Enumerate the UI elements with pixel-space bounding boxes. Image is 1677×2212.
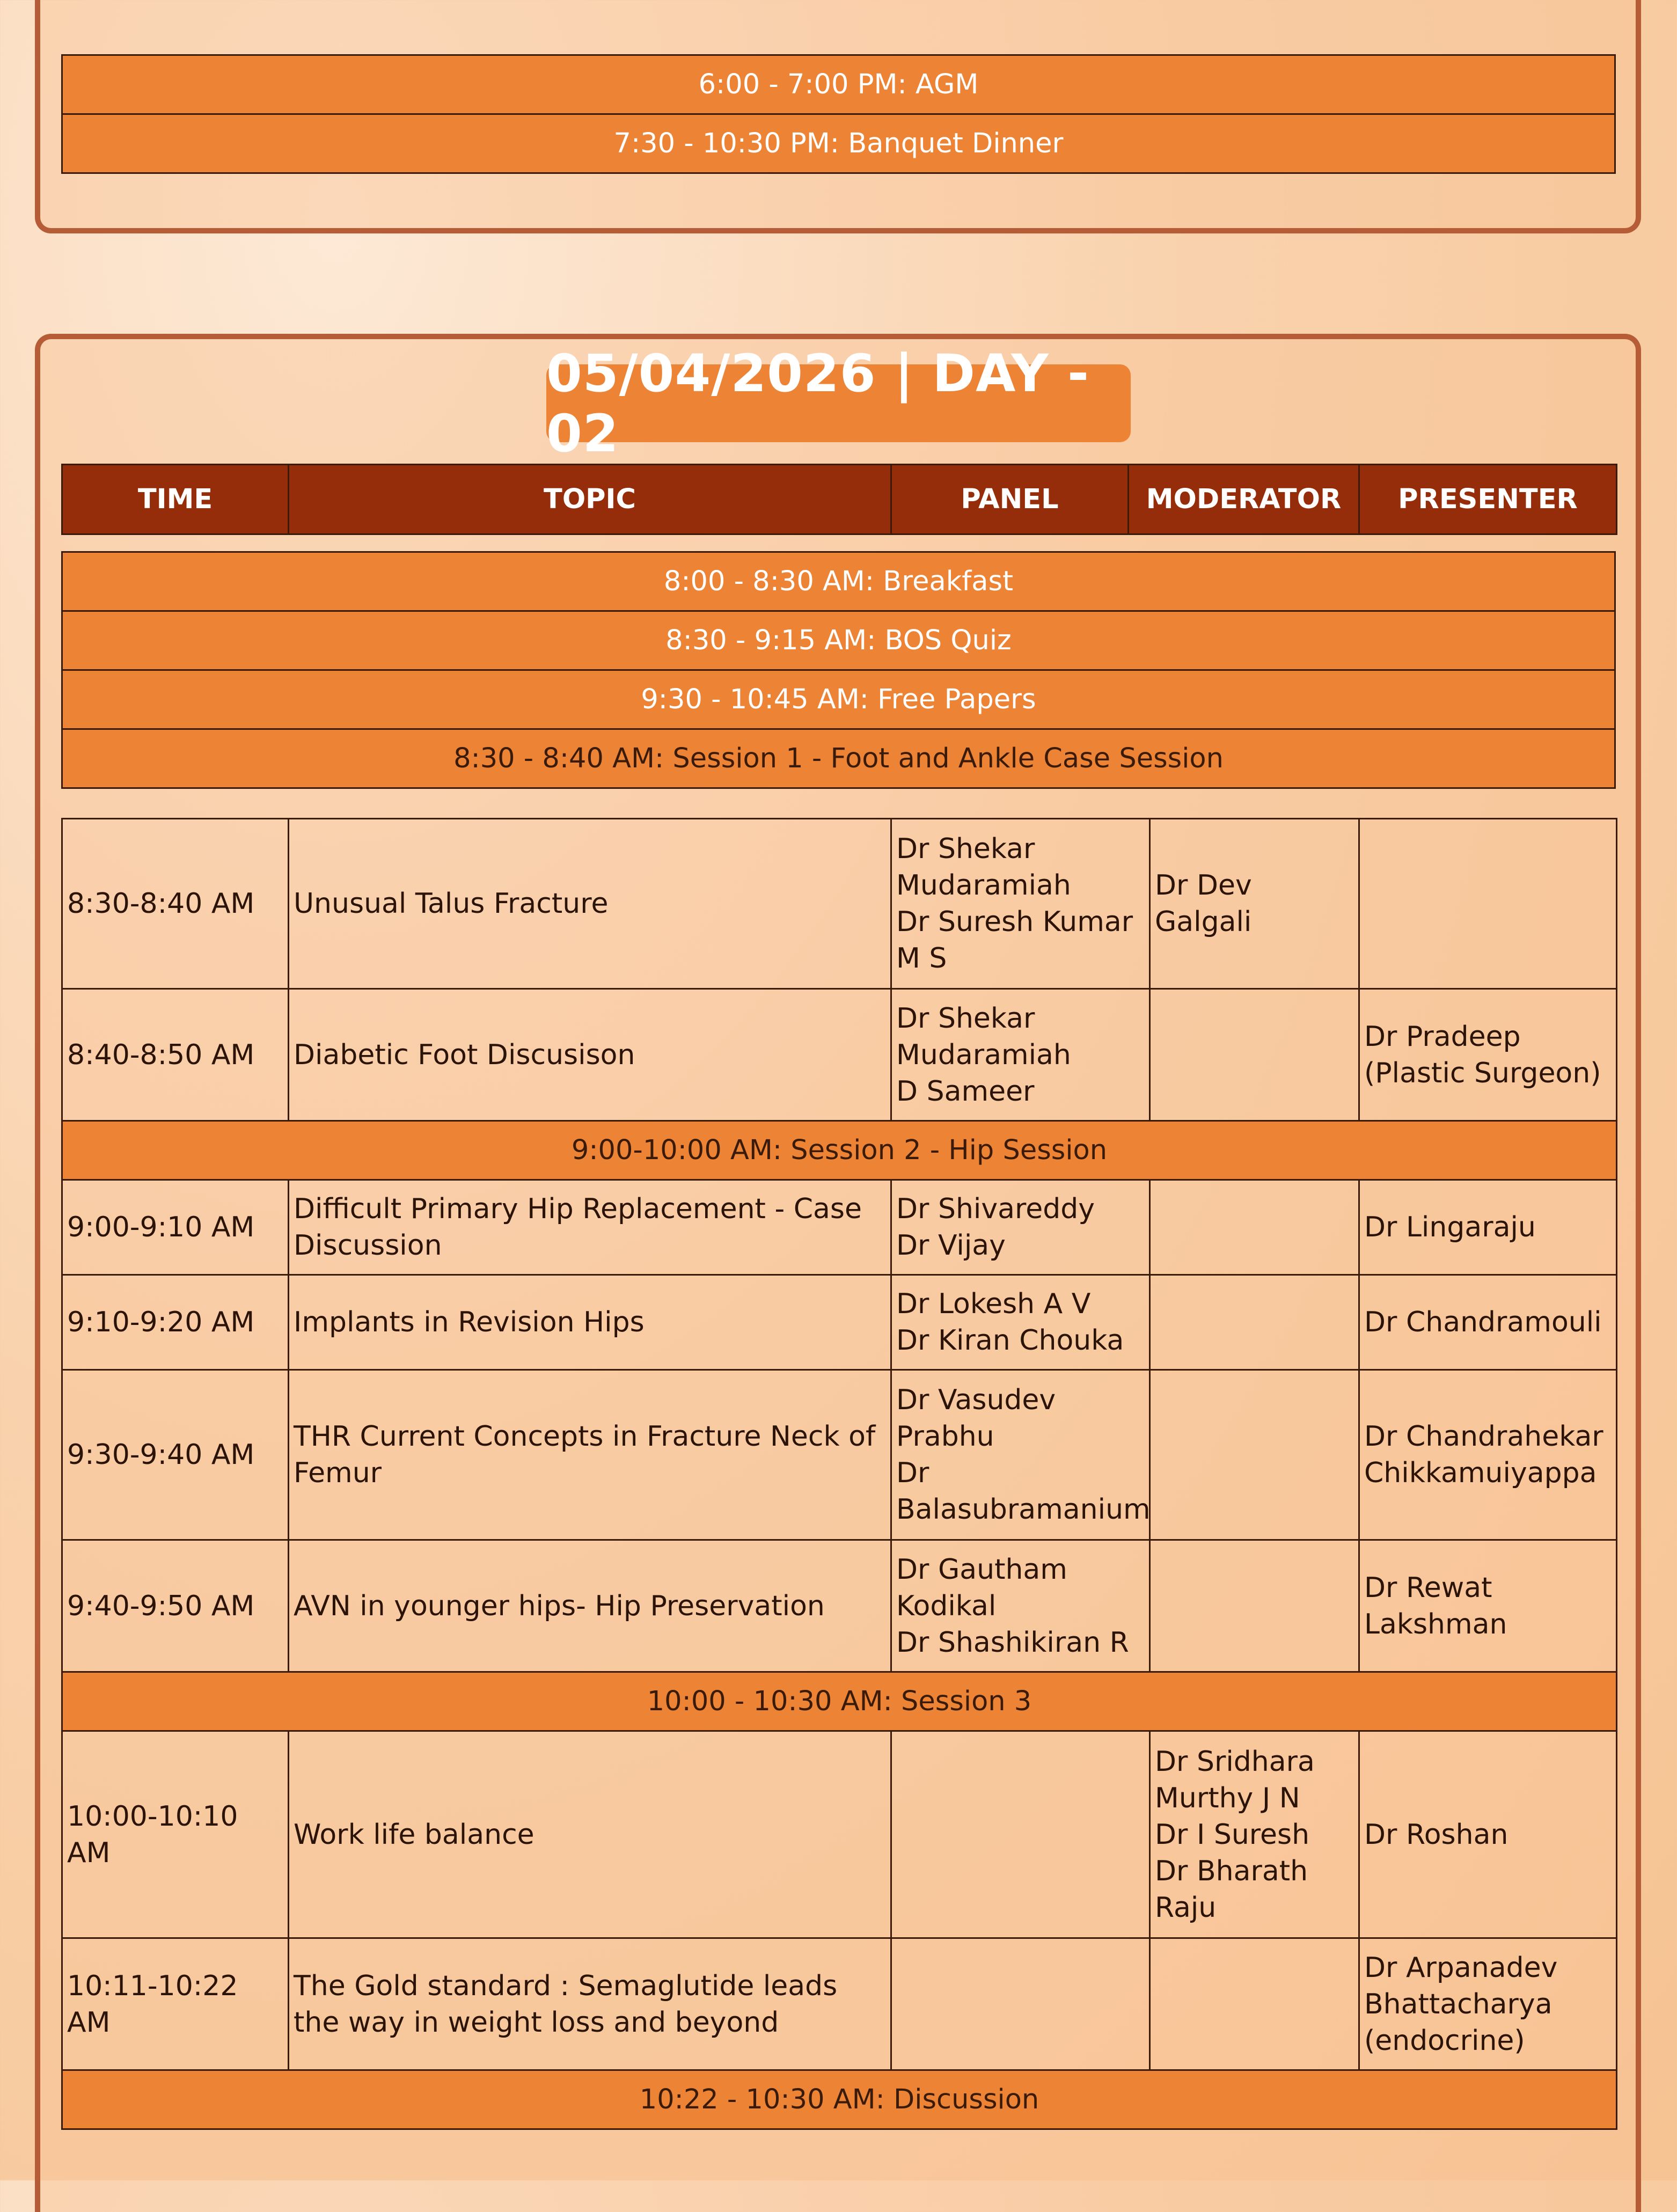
table-row: [62, 1275, 1617, 1370]
cell-presenter: Dr Rewat Lakshman: [1359, 1540, 1617, 1672]
session-label: 10:00 - 10:30 AM: Session 3: [62, 1672, 1617, 1731]
cell-presenter: Dr Pradeep (Plastic Surgeon): [1359, 989, 1617, 1121]
cell-time: 10:00-10:10 AM: [62, 1731, 289, 1938]
table-row: [62, 1938, 1617, 2070]
table-row: [62, 1540, 1617, 1672]
cell-moderator: Dr Dev Galgali: [1150, 819, 1359, 989]
cell-topic: Work life balance: [289, 1731, 891, 1938]
cell-panel: Dr Gautham Kodikal Dr Shashikiran R: [891, 1540, 1150, 1672]
cell-topic: THR Current Concepts in Fracture Neck of Femur: [289, 1370, 891, 1540]
cell-moderator: [1150, 1180, 1359, 1275]
table-row: [62, 1370, 1617, 1540]
session-band: [62, 1672, 1617, 1731]
band-breakfast: 8:00 - 8:30 AM: Breakfast: [62, 552, 1615, 611]
table-row: [62, 819, 1617, 989]
header-presenter: PRESENTER: [1359, 465, 1617, 534]
cell-time: 9:40-9:50 AM: [62, 1540, 289, 1672]
cell-presenter: Dr Arpanadev Bhattacharya (endocrine): [1359, 1938, 1617, 2070]
cell-time: 9:00-9:10 AM: [62, 1180, 289, 1275]
band-agm: 6:00 - 7:00 PM: AGM: [62, 55, 1615, 114]
cell-time: 8:30-8:40 AM: [62, 819, 289, 989]
cell-presenter: Dr Lingaraju: [1359, 1180, 1617, 1275]
table-row: [62, 989, 1617, 1121]
cell-topic: The Gold standard : Semaglutide leads the way in weight loss and beyond: [289, 1938, 891, 2070]
cell-moderator: [1150, 989, 1359, 1121]
cell-topic: Implants in Revision Hips: [289, 1275, 891, 1370]
header-moderator: MODERATOR: [1129, 465, 1359, 534]
cell-moderator: [1150, 1275, 1359, 1370]
band-banquet: 7:30 - 10:30 PM: Banquet Dinner: [62, 114, 1615, 173]
cell-moderator: [1150, 1540, 1359, 1672]
cell-presenter: Dr Roshan: [1359, 1731, 1617, 1938]
session-label: 10:22 - 10:30 AM: Discussion: [62, 2070, 1617, 2129]
cell-topic: AVN in younger hips- Hip Preservation: [289, 1540, 891, 1672]
schedule-table: [61, 818, 1617, 2130]
cell-moderator: [1150, 1938, 1359, 2070]
cell-moderator: [1150, 1370, 1359, 1540]
cell-panel: Dr Shivareddy Dr Vijay: [891, 1180, 1150, 1275]
cell-panel: Dr Vasudev Prabhu Dr Balasubramanium: [891, 1370, 1150, 1540]
morning-bands: [61, 551, 1616, 789]
cell-panel: [891, 1731, 1150, 1938]
cell-time: 10:11-10:22 AM: [62, 1938, 289, 2070]
session-band: [62, 2070, 1617, 2129]
cell-presenter: [1359, 819, 1617, 989]
cell-time: 9:10-9:20 AM: [62, 1275, 289, 1370]
day-title: 05/04/2026 | DAY - 02: [546, 364, 1131, 442]
header-time: TIME: [62, 465, 289, 534]
cell-panel: Dr Shekar Mudaramiah D Sameer: [891, 989, 1150, 1121]
cell-moderator: Dr Sridhara Murthy J N Dr I Suresh Dr Bharath Raju: [1150, 1731, 1359, 1938]
cell-time: 9:30-9:40 AM: [62, 1370, 289, 1540]
session-band: [62, 1121, 1617, 1180]
header-topic: TOPIC: [289, 465, 891, 534]
cell-panel: Dr Shekar Mudaramiah Dr Suresh Kumar M S: [891, 819, 1150, 989]
cell-topic: Unusual Talus Fracture: [289, 819, 891, 989]
cell-presenter: Dr Chandramouli: [1359, 1275, 1617, 1370]
cell-panel: [891, 1938, 1150, 2070]
band-bos-quiz: 8:30 - 9:15 AM: BOS Quiz: [62, 611, 1615, 670]
cell-topic: Difficult Primary Hip Replacement - Case Discussion: [289, 1180, 891, 1275]
session-label: 9:00-10:00 AM: Session 2 - Hip Session: [62, 1121, 1617, 1180]
band-free-papers: 9:30 - 10:45 AM: Free Papers: [62, 670, 1615, 729]
cell-time: 8:40-8:50 AM: [62, 989, 289, 1121]
cell-presenter: Dr Chandrahekar Chikkamuiyappa: [1359, 1370, 1617, 1540]
table-row: [62, 1180, 1617, 1275]
header-panel: PANEL: [891, 465, 1129, 534]
schedule-header: [61, 464, 1617, 535]
band-session-1: 8:30 - 8:40 AM: Session 1 - Foot and Ankle Case Session: [62, 729, 1615, 788]
cell-topic: Diabetic Foot Discusison: [289, 989, 891, 1121]
day1-closing-bands: [61, 54, 1616, 174]
cell-panel: Dr Lokesh A V Dr Kiran Chouka: [891, 1275, 1150, 1370]
table-row: [62, 1731, 1617, 1938]
